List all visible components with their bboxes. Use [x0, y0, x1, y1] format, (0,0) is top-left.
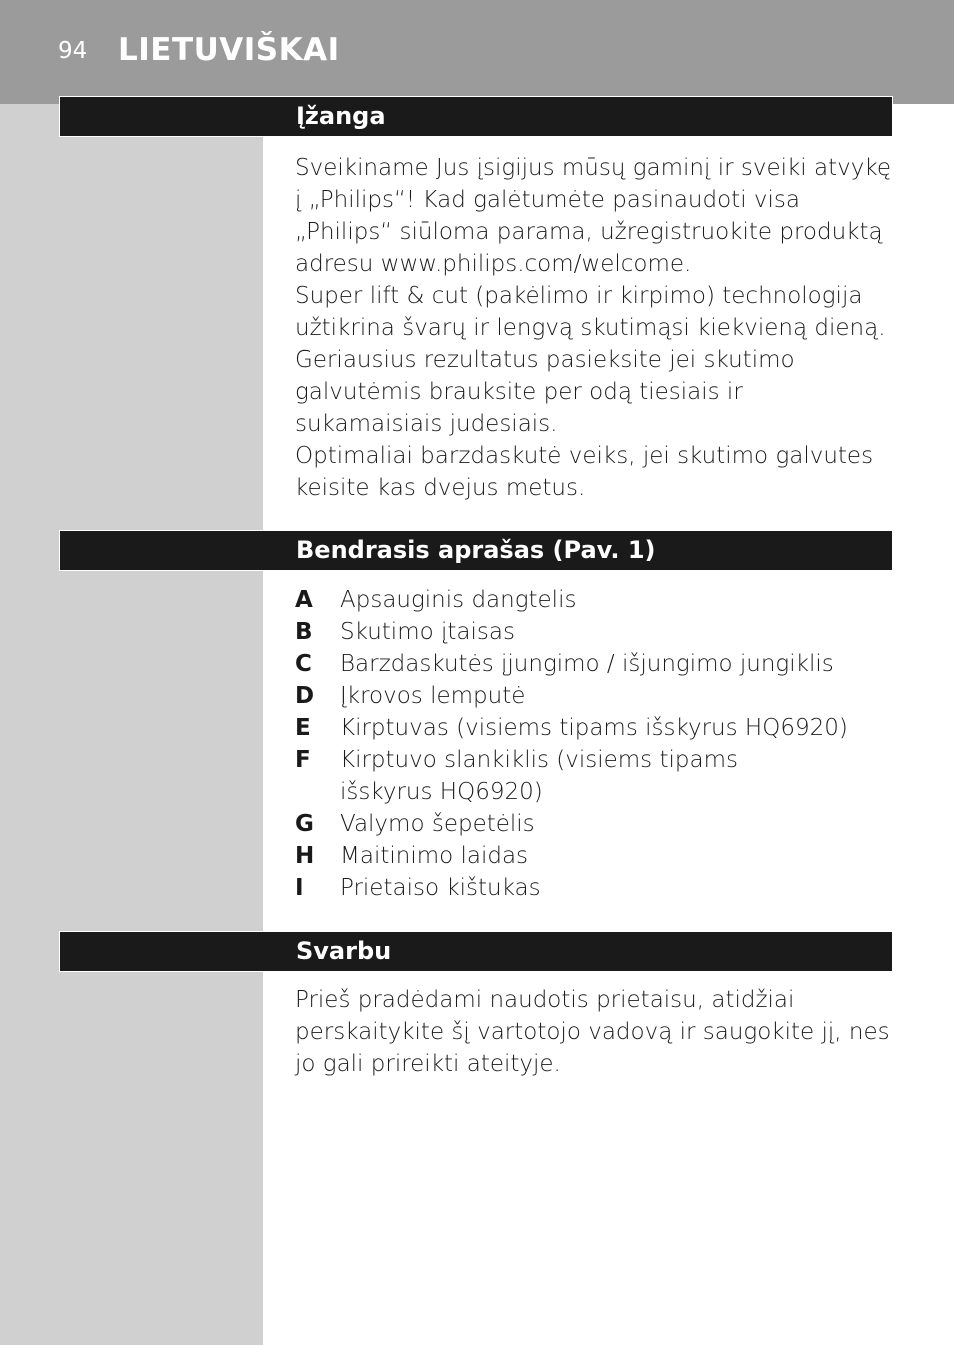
paragraph: Sveikiname Jus įsigijus mūsų gaminį ir sveiki atvykę į „Philips“! Kad galėtumėte pasinaudoti visa „Philips“ siūloma parama, užregistruokite produktą adresu www.philips.com/welcome. — [295, 155, 891, 277]
paragraph: Super lift & cut (pakėlimo ir kirpimo) technologija užtikrina švarų ir lengvą skutimąsi kiekvieną dieną. Geriausius rezultatus pasieksite jei skutimo galvutėmis brauksite per odą tiesiais ir sukamaisiais judesiais. — [295, 283, 886, 437]
item-text: Kirptuvo slankiklis (visiems tipams išskyrus HQ6920) — [340, 747, 738, 805]
list-item — [295, 712, 895, 744]
item-letter: D — [295, 683, 315, 709]
item-letter: B — [295, 619, 313, 645]
item-letter: E — [295, 715, 311, 741]
intro-text — [295, 152, 895, 504]
list-item — [295, 840, 895, 872]
section-header-general-description — [59, 530, 893, 571]
section-title: Įžanga — [296, 102, 386, 130]
item-text: Skutimo įtaisas — [340, 619, 515, 645]
item-letter: I — [295, 875, 304, 901]
list-item — [295, 584, 895, 616]
list-item — [295, 680, 895, 712]
item-letter: F — [295, 747, 311, 773]
item-letter: C — [295, 651, 312, 677]
item-letter: G — [295, 811, 314, 837]
list-item — [295, 648, 895, 680]
item-letter: A — [295, 587, 313, 613]
paragraph: Optimaliai barzdaskutė veiks, jei skutimo galvutes keisite kas dvejus metus. — [295, 443, 874, 501]
item-text: Apsauginis dangtelis — [340, 587, 577, 613]
parts-list — [295, 584, 895, 904]
item-text: Prietaiso kištukas — [340, 875, 541, 901]
left-margin-column — [0, 104, 263, 1345]
item-letter: H — [295, 843, 315, 869]
item-text: Kirptuvas (visiems tipams išskyrus HQ6920) — [340, 715, 848, 741]
section-title: Svarbu — [296, 937, 392, 965]
important-text — [295, 984, 895, 1080]
section-header-important — [59, 931, 893, 972]
list-item — [295, 616, 895, 648]
section-header-intro — [59, 96, 893, 137]
paragraph: Prieš pradėdami naudotis prietaisu, atidžiai perskaitykite šį vartotojo vadovą ir saugokite jį, nes jo gali prireikti ateityje. — [295, 987, 890, 1077]
list-item — [295, 872, 895, 904]
item-text: Barzdaskutės įjungimo / išjungimo jungiklis — [340, 651, 834, 677]
page-number: 94 — [58, 38, 88, 64]
list-item — [295, 744, 895, 808]
language-title: LIETUVIŠKAI — [118, 32, 340, 68]
list-item — [295, 808, 895, 840]
section-title: Bendrasis aprašas (Pav. 1) — [296, 536, 656, 564]
item-text: Maitinimo laidas — [340, 843, 529, 869]
item-text: Įkrovos lemputė — [340, 683, 526, 709]
item-text: Valymo šepetėlis — [340, 811, 535, 837]
